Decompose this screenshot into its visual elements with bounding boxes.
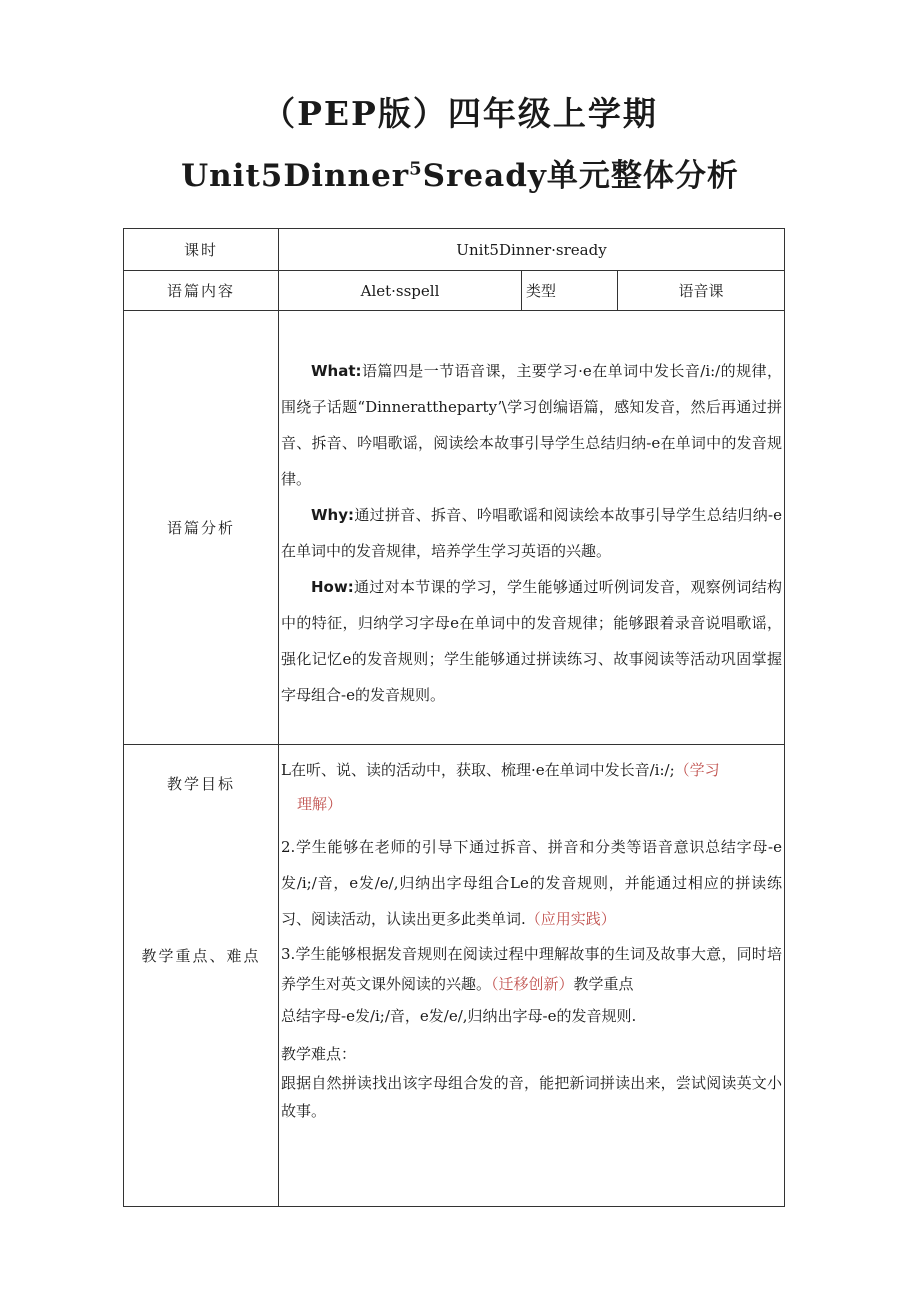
- how-text: 通过对本节课的学习，学生能够通过听例词发音，观察例词结构中的特征，归纳学习字母e在单词中的发音规律；能够跟着录音说唱歌谣，强化记忆e的发音规则；学生能够通过拼读练习、故事阅读等活动巩固掌握字母组合-e的发音规则。: [281, 578, 782, 704]
- goal-3-text: 3.学生能够根据发音规则在阅读过程中理解故事的生词及故事大意，同时培养学生对英文课外阅读的兴趣。: [281, 945, 782, 993]
- what-text: 语篇四是一节语音课，主要学习·e在单词中发长音/i:/的规律，围绕子话题“Dinneratthepartyʼ\学习创编语篇，感知发音，然后再通过拼音、拆音、吟唱歌谣，阅读绘本故事引导学生总结归纳-e在单词中的发音规律。: [281, 362, 782, 488]
- goal-1: [281, 753, 782, 821]
- difficulty-text: 跟据自然拼读找出该字母组合发的音，能把新词拼读出来，尝试阅读英文小故事。: [281, 1074, 782, 1120]
- key-points-text: 总结字母-e发/i;/音，e发/e/,归纳出字母-e的发音规则.: [281, 1007, 637, 1025]
- how-keyword: How:: [311, 578, 354, 596]
- goal-1-tag-a: （学习: [674, 761, 720, 779]
- type-label: 类型: [522, 271, 618, 311]
- difficulty-heading: [281, 1039, 782, 1069]
- row-content: [124, 271, 785, 311]
- goals-label-cell: [124, 745, 279, 1207]
- lesson-label: 课时: [124, 229, 279, 271]
- goal-2: [281, 829, 782, 937]
- difficulty-points: [281, 1069, 782, 1125]
- content-value: Alet·sspell: [279, 271, 522, 311]
- row-lesson: [124, 229, 785, 271]
- content-label: 语篇内容: [124, 271, 279, 311]
- goal-3-tag: （迁移创新）: [491, 975, 574, 993]
- how-paragraph: [281, 569, 782, 713]
- goal-1-text: L在听、说、读的活动中，获取、梳理·e在单词中发长音/i:/;: [281, 761, 675, 779]
- lesson-value: Unit5Dinner·sready: [279, 229, 785, 271]
- key-points-inline: 教学重点: [573, 975, 634, 993]
- analysis-label-text: 语篇分析: [166, 519, 235, 537]
- key-difficulty-label: 教学重点、难点: [141, 947, 261, 965]
- key-points: [281, 999, 782, 1033]
- row-goals: [124, 745, 785, 1207]
- type-value: 语音课: [618, 271, 785, 311]
- what-keyword: What:: [311, 362, 362, 380]
- what-paragraph: [281, 353, 782, 497]
- goal-2-tag: （应用实践）: [525, 910, 616, 928]
- goal-1-tag-b: 理解）: [297, 795, 343, 813]
- subtitle-part-b: Sready单元整体分析: [422, 158, 739, 194]
- analysis-label: [124, 311, 279, 745]
- analysis-content: [279, 311, 785, 745]
- analysis-table: [123, 228, 785, 1207]
- difficulty-label: 教学难点：: [281, 1045, 357, 1063]
- goals-content: [279, 745, 785, 1207]
- document-subtitle: [0, 150, 920, 195]
- goal-3: [281, 939, 782, 999]
- document-title: （PEP版）四年级上学期: [262, 94, 658, 133]
- subtitle-part-a: Unit5Dinner: [181, 158, 410, 194]
- row-analysis: [124, 311, 785, 745]
- goal-2-text: 2.学生能够在老师的引导下通过拆音、拼音和分类等语音意识总结字母-e发/i;/音，e发/e/,归纳出字母组合Le的发音规则，并能通过相应的拼读练习、阅读活动，认读出更多此类单词.: [281, 838, 782, 928]
- goals-label: 教学目标: [166, 775, 235, 793]
- why-keyword: Why:: [311, 506, 355, 524]
- why-paragraph: [281, 497, 782, 569]
- why-text: 通过拼音、拆音、吟唱歌谣和阅读绘本故事引导学生总结归纳-e在单词中的发音规律，培养学生学习英语的兴趣。: [281, 506, 782, 560]
- subtitle-superscript: 5: [409, 158, 423, 180]
